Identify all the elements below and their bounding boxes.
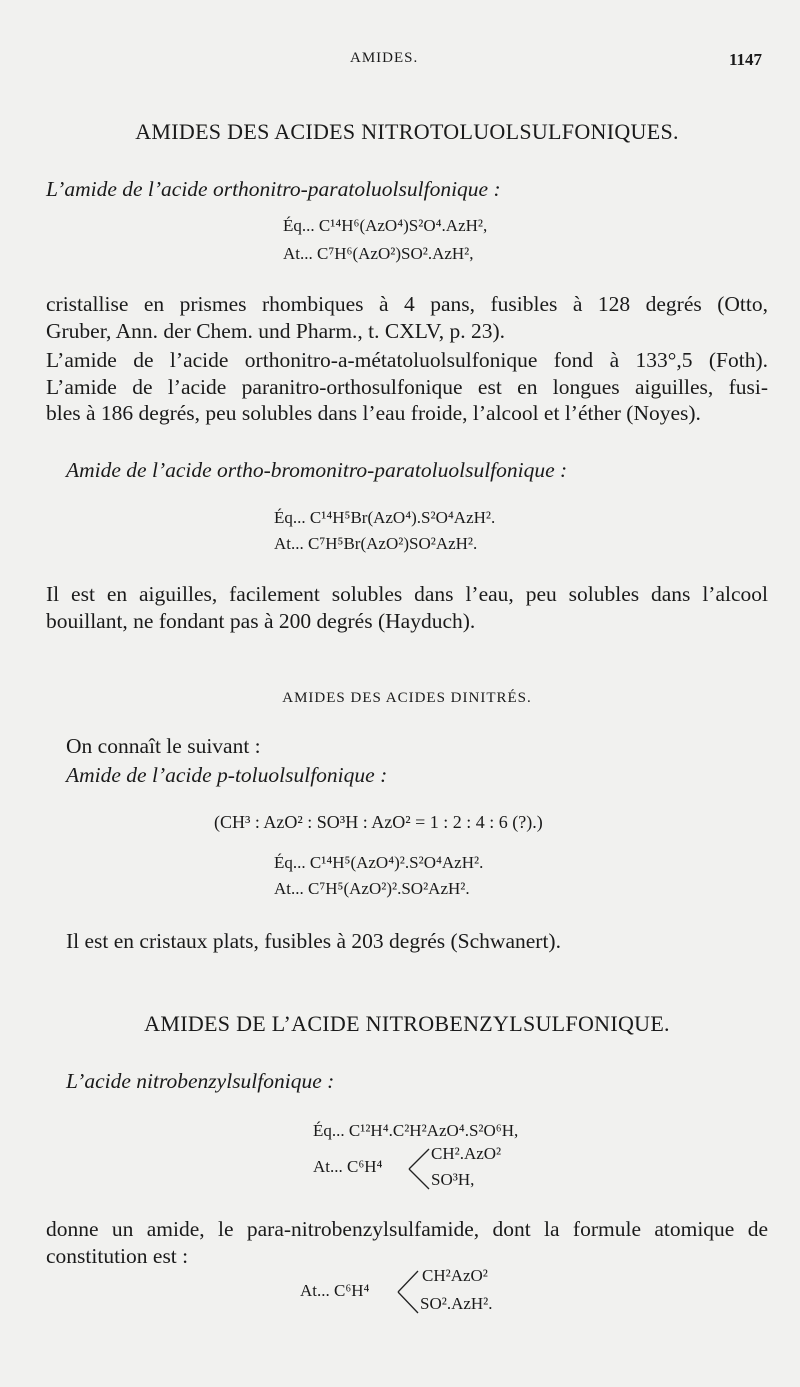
ortho-meta-line: L’amide de l’acide orthonitro-a-métatoluolsulfonique fond à 133°,5 (Foth). <box>46 348 768 372</box>
nitrobenzyl-desc-line1: donne un amide, le para-nitrobenzylsulfamide, dont la formule atomique de <box>46 1217 768 1241</box>
para-ortho-line2: bles à 186 degrés, peu solubles dans l’eau froide, l’alcool et l’éther (Noyes). <box>46 401 701 425</box>
page-header <box>0 50 800 74</box>
nitrobenzyl-heading: L’acide nitrobenzylsulfonique : <box>66 1069 335 1093</box>
bromo-eq-formula: Éq... C¹⁴H⁵Br(AzO⁴).S²O⁴AzH². <box>274 508 496 527</box>
branch-bracket-icon <box>407 1146 433 1192</box>
running-head: AMIDES. <box>350 50 419 66</box>
sulfamide-bottom: SO².AzH². <box>420 1294 493 1313</box>
section-title-nitrotoluol: AMIDES DES ACIDES NITROTOLUOLSULFONIQUES. <box>135 119 679 144</box>
sulfamide-prefix: At... C⁶H⁴ <box>300 1281 370 1300</box>
bromo-desc-line1: Il est en aiguilles, facilement solubles dans l’eau, peu solubles dans l’alcool <box>46 582 768 606</box>
nitrobenzyl-at-top: CH².AzO² <box>431 1144 502 1163</box>
nitrobenzyl-desc-line2: constitution est : <box>46 1244 189 1268</box>
ortho-para-eq-formula: Éq... C¹⁴H⁶(AzO⁴)S²O⁴.AzH², <box>283 216 488 235</box>
sulfamide-top: CH²AzO² <box>422 1266 488 1285</box>
ortho-para-desc-line2: Gruber, Ann. der Chem. und Pharm., t. CXLV, p. 23). <box>46 319 505 343</box>
ortho-para-heading: L’amide de l’acide orthonitro-paratoluolsulfonique : <box>46 177 501 201</box>
bromo-desc-line2: bouillant, ne fondant pas à 200 degrés (Hayduch). <box>46 609 476 633</box>
nitrobenzyl-at-bottom: SO³H, <box>431 1170 475 1189</box>
nitrobenzyl-at-prefix: At... C⁶H⁴ <box>313 1157 383 1176</box>
dinitres-ratio: (CH³ : AzO² : SO³H : AzO² = 1 : 2 : 4 : 6 (?).) <box>214 812 543 832</box>
section-title-dinitres: AMIDES DES ACIDES DINITRÉS. <box>282 690 532 706</box>
ortho-para-desc-line1: cristallise en prismes rhombiques à 4 pans, fusibles à 128 degrés (Otto, <box>46 292 768 316</box>
bromo-at-formula: At... C⁷H⁵Br(AzO²)SO²AzH². <box>274 534 478 553</box>
dinitres-eq-formula: Éq... C¹⁴H⁵(AzO⁴)².S²O⁴AzH². <box>274 853 484 872</box>
section-title-nitrobenzyl: AMIDES DE L’ACIDE NITROBENZYLSULFONIQUE. <box>144 1011 670 1036</box>
nitrobenzyl-eq-formula: Éq... C¹²H⁴.C²H²AzO⁴.S²O⁶H, <box>313 1121 519 1140</box>
page-number: 1147 <box>728 50 762 69</box>
dinitres-heading: Amide de l’acide p-toluolsulfonique : <box>66 763 388 787</box>
para-ortho-line1: L’amide de l’acide paranitro-orthosulfonique est en longues aiguilles, fusi- <box>46 375 768 399</box>
dinitres-at-formula: At... C⁷H⁵(AzO²)².SO²AzH². <box>274 879 470 898</box>
branch-bracket-icon <box>396 1268 422 1316</box>
bromo-heading: Amide de l’acide ortho-bromonitro-paratoluolsulfonique : <box>66 458 568 482</box>
dinitres-intro: On connaît le suivant : <box>66 734 261 758</box>
dinitres-desc: Il est en cristaux plats, fusibles à 203 degrés (Schwanert). <box>66 929 561 953</box>
ortho-para-at-formula: At... C⁷H⁶(AzO²)SO².AzH², <box>283 244 474 263</box>
